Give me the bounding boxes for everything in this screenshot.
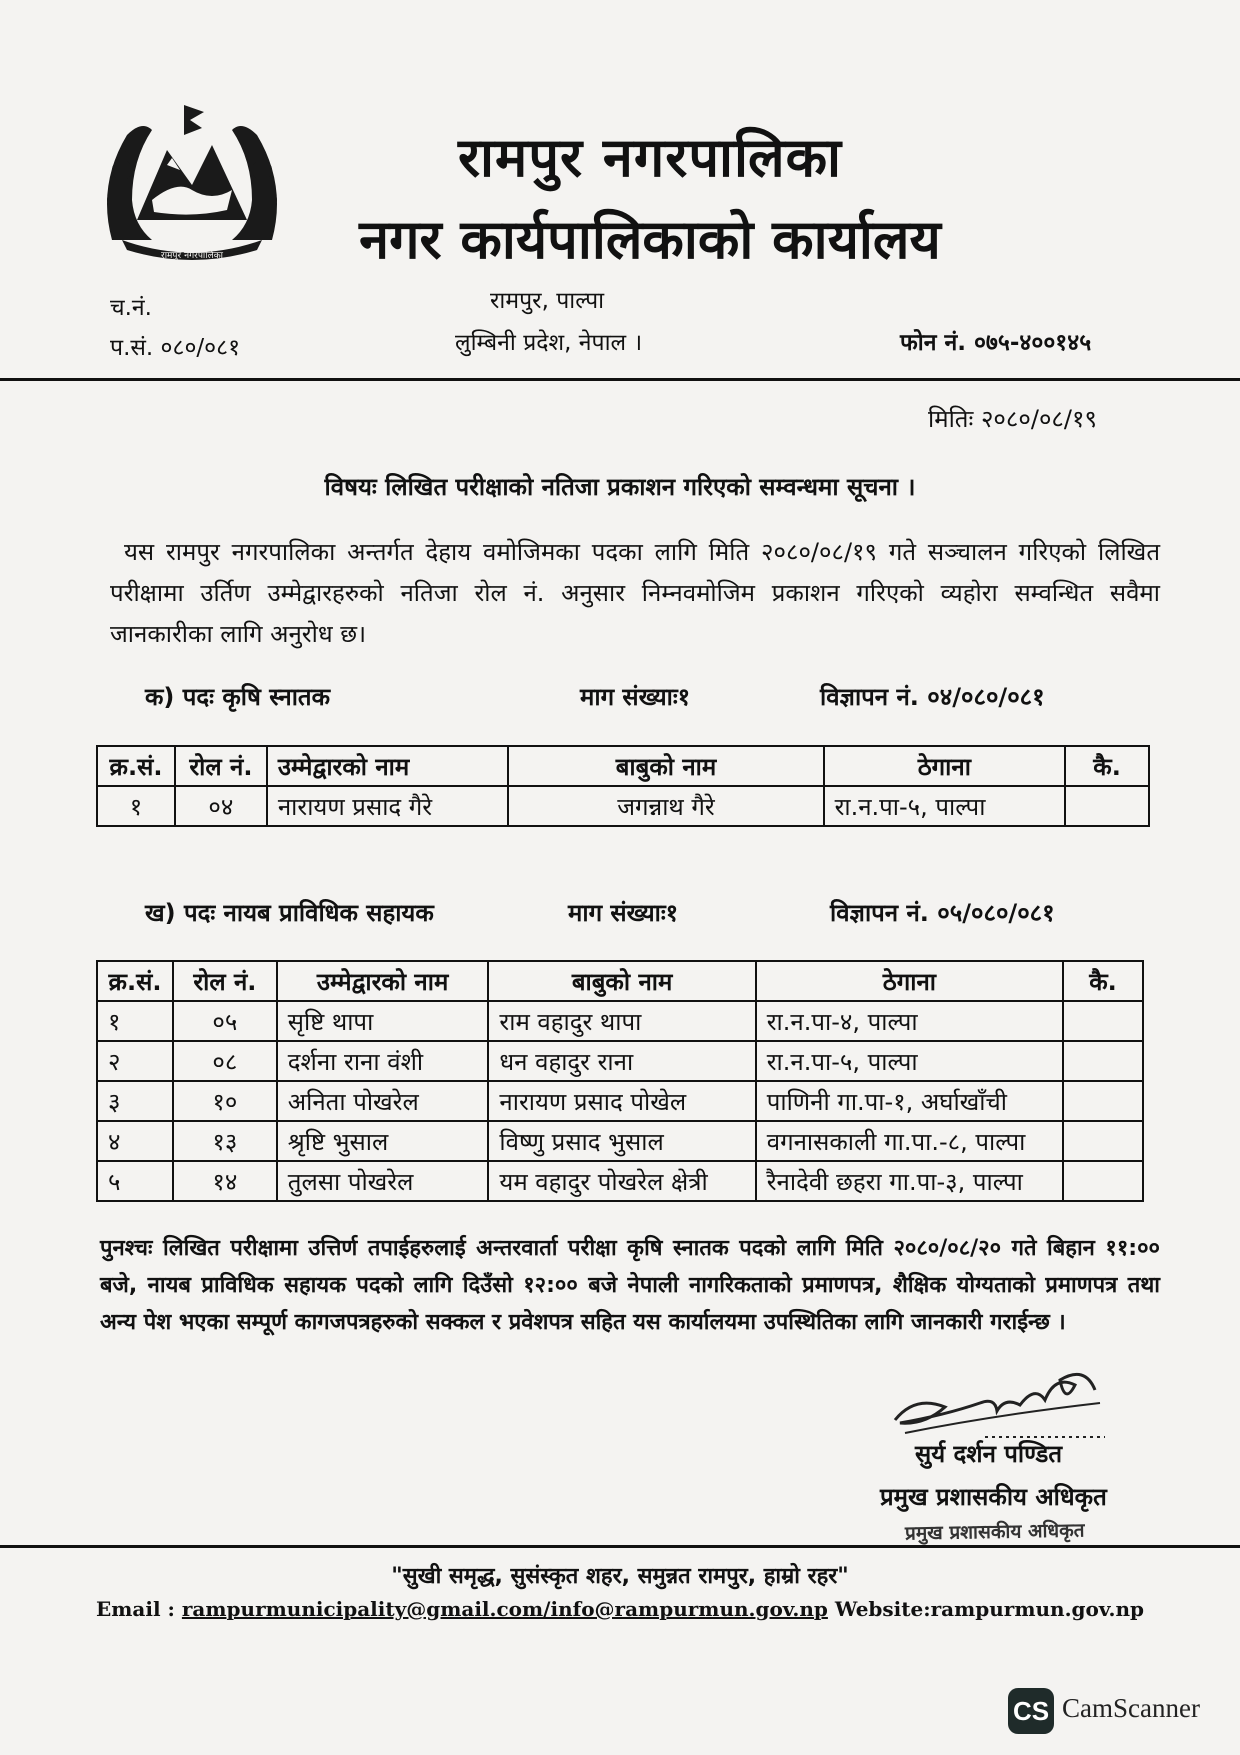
cell-roll: ०५ <box>173 1001 277 1041</box>
cell-address: रा.न.पा-४, पाल्पा <box>756 1001 1063 1041</box>
intro-paragraph: यस रामपुर नगरपालिका अन्तर्गत देहाय वमोजिमका पदका लागि मिति २०८०/०८/१९ गते सञ्चालन गरिएको लिखित परीक्षामा उर्तिण उम्मेद्वारहरुको नतिजा रोल नं. अनुसार निम्नवमोजिम प्रकाशन गरिएको व्यहोरा सम्वन्धित सवैमा जानकारीका लागि अनुरोध छ। <box>110 538 1160 648</box>
svg-text:रामपुर नगरपालिका: रामपुर नगरपालिका <box>161 251 223 261</box>
cell-father: जगन्नाथ गैरे <box>508 786 823 826</box>
cell-roll: १० <box>173 1081 277 1121</box>
cell-father: विष्णु प्रसाद भुसाल <box>488 1121 755 1161</box>
office-subtitle: नगर कार्यपालिकाको कार्यालय <box>359 208 941 271</box>
footer-slogan: "सुखी समृद्ध, सुसंस्कृत शहर, समुन्नत रामपुर, हाम्रो रहर" <box>391 1564 849 1589</box>
office-name: रामपुर नगरपालिका <box>457 126 843 189</box>
col-remarks: कै. <box>1063 961 1143 1001</box>
cell-roll: ०४ <box>175 786 267 826</box>
cell-name: अनिता पोखरेल <box>277 1081 489 1121</box>
col-sn: क्र.सं. <box>97 961 173 1001</box>
section-b-advert: विज्ञापन नं. ०५/०८०/०८१ <box>830 899 1055 927</box>
cell-sn: ४ <box>97 1121 173 1161</box>
camscanner-watermark: CamScanner <box>1062 1693 1200 1723</box>
cell-roll: १४ <box>173 1161 277 1201</box>
col-name: उम्मेद्वारको नाम <box>277 961 489 1001</box>
table-row <box>97 1121 1143 1161</box>
section-a-post: क) पदः कृषि स्नातक <box>145 683 331 711</box>
header-divider <box>0 378 1240 381</box>
website-text: Website:rampurmun.gov.np <box>834 1597 1144 1621</box>
col-father: बाबुको नाम <box>508 746 823 786</box>
email-link[interactable]: rampurmunicipality@gmail.com/info@rampurmun.gov.np <box>181 1597 828 1621</box>
table-row <box>97 786 1149 826</box>
address-line-1: रामपुर, पाल्पा <box>490 288 605 314</box>
cell-address: रा.न.पा-५, पाल्पा <box>824 786 1066 826</box>
email-label: Email : <box>96 1597 175 1621</box>
handwritten-signature <box>885 1345 1115 1445</box>
cell-roll: १३ <box>173 1121 277 1161</box>
cell-sn: १ <box>97 1001 173 1041</box>
col-father: बाबुको नाम <box>488 961 755 1001</box>
signatory-name: सुर्य दर्शन पण्डित <box>915 1440 1063 1468</box>
cell-remarks <box>1063 1041 1143 1081</box>
cell-father: यम वहादुर पोखरेल क्षेत्री <box>488 1161 755 1201</box>
cell-father: नारायण प्रसाद पोखेल <box>488 1081 755 1121</box>
cell-remarks <box>1063 1121 1143 1161</box>
cell-address: पाणिनी गा.पा-१, अर्घाखाँची <box>756 1081 1063 1121</box>
col-name: उम्मेद्वारको नाम <box>267 746 509 786</box>
footer-divider <box>0 1545 1240 1548</box>
cell-sn: ३ <box>97 1081 173 1121</box>
cell-remarks <box>1063 1081 1143 1121</box>
address-line-2: लुम्बिनी प्रदेश, नेपाल । <box>455 330 643 356</box>
camscanner-logo-icon: CS <box>1008 1688 1054 1734</box>
cell-remarks <box>1065 786 1149 826</box>
section-b-table <box>96 960 1144 1202</box>
section-a-table <box>96 745 1150 827</box>
phone-number: फोन नं. ०७५-४००१४५ <box>900 330 1092 356</box>
section-b-post: ख) पदः नायब प्राविधिक सहायक <box>145 899 434 927</box>
cell-address: वगनासकाली गा.पा.-८, पाल्पा <box>756 1121 1063 1161</box>
cell-name: दर्शना राना वंशी <box>277 1041 489 1081</box>
cell-name: सृष्टि थापा <box>277 1001 489 1041</box>
col-address: ठेगाना <box>824 746 1066 786</box>
footer-contact <box>0 1597 1240 1621</box>
col-address: ठेगाना <box>756 961 1063 1001</box>
table-row <box>97 1081 1143 1121</box>
table-header-row <box>97 746 1149 786</box>
notice-subject: विषयः लिखित परीक्षाको नतिजा प्रकाशन गरिएको सम्वन्धमा सूचना । <box>324 473 916 501</box>
col-remarks: कै. <box>1065 746 1149 786</box>
cell-sn: ५ <box>97 1161 173 1201</box>
col-roll: रोल नं. <box>173 961 277 1001</box>
table-row <box>97 1001 1143 1041</box>
col-sn: क्र.सं. <box>97 746 175 786</box>
cell-sn: १ <box>97 786 175 826</box>
cell-father: धन वहादुर राना <box>488 1041 755 1081</box>
section-a-advert: विज्ञापन नं. ०४/०८०/०८१ <box>820 683 1045 711</box>
interview-notice: पुनश्चः लिखित परीक्षामा उत्तिर्ण तपाईहरुलाई अन्तरवार्ता परीक्षा कृषि स्नातक पदको लागि मिति २०८०/०८/२० गते बिहान ११:०० बजे, नायब प्राविधिक सहायक पदको लागि दिउँसो १२:०० बजे नेपाली नागरिकताको प्रमाणपत्र, शैक्षिक योग्यताको प्रमाणपत्र तथा अन्य पेश भएका सम्पूर्ण कागजपत्रहरुको सक्कल र प्रवेशपत्र सहित यस कार्यालयमा उपस्थितिका लागि जानकारी गराईन्छ । <box>100 1236 1160 1335</box>
table-row <box>97 1041 1143 1081</box>
cell-name: श्रृष्टि भुसाल <box>277 1121 489 1161</box>
ref-no-label: च.नं. <box>110 295 152 321</box>
cell-sn: २ <box>97 1041 173 1081</box>
cell-roll: ०८ <box>173 1041 277 1081</box>
cell-name: तुलसा पोखरेल <box>277 1161 489 1201</box>
signatory-title: प्रमुख प्रशासकीय अधिकृत <box>880 1483 1107 1511</box>
table-header-row <box>97 961 1143 1001</box>
cell-address: रैनादेवी छहरा गा.पा-३, पाल्पा <box>756 1161 1063 1201</box>
official-stamp: प्रमुख प्रशासकीय अधिकृत <box>904 1519 1085 1545</box>
section-b-demand: माग संख्याः१ <box>568 899 679 927</box>
cell-address: रा.न.पा-५, पाल्पा <box>756 1041 1063 1081</box>
section-a-demand: माग संख्याः१ <box>580 683 691 711</box>
cell-remarks <box>1063 1161 1143 1201</box>
col-roll: रोल नं. <box>175 746 267 786</box>
cell-father: राम वहादुर थापा <box>488 1001 755 1041</box>
table-row <box>97 1161 1143 1201</box>
notice-date: मितिः २०८०/०८/१९ <box>928 405 1097 433</box>
cell-remarks <box>1063 1001 1143 1041</box>
cell-name: नारायण प्रसाद गैरे <box>267 786 509 826</box>
fiscal-year: प.सं. ०८०/०८१ <box>110 335 241 361</box>
